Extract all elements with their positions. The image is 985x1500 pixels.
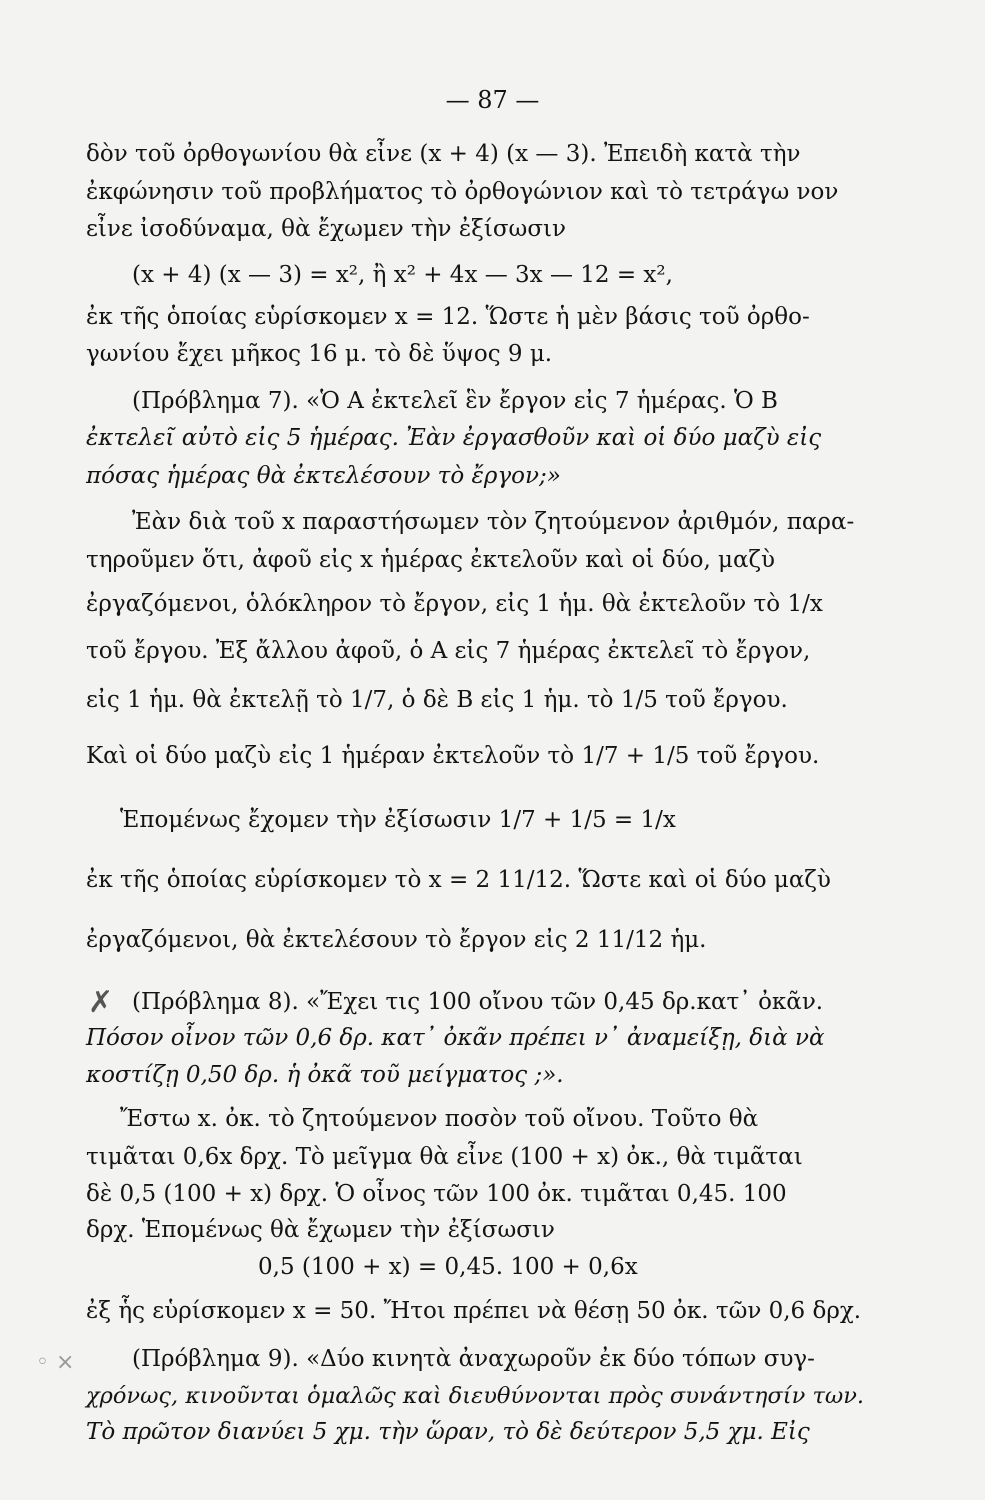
problem-statement: χρόνως, κινοῦνται ὁμαλῶς καὶ διευθύνονται πρὸς συνάντησίν των. <box>86 1383 865 1409</box>
text-line: Καὶ οἱ δύο μαζὺ εἰς 1 ἡμέραν ἐκτελοῦν τὸ 1/7 + 1/5 τοῦ ἔργου. <box>86 743 820 769</box>
problem-heading: (Πρόβλημα 7). «Ὁ Α ἐκτελεῖ ἓν ἔργον εἰς 7 ἡμέρας. Ὁ Β <box>132 388 778 414</box>
text-line: εἰς 1 ἡμ. θὰ ἐκτελῇ τὸ 1/7, ὁ δὲ Β εἰς 1 ἡμ. τὸ 1/5 τοῦ ἔργου. <box>86 687 788 713</box>
text-line: ἐξ ἧς εὑρίσκομεν x = 50. Ἤτοι πρέπει νὰ θέσῃ 50 ὀκ. τῶν 0,6 δρχ. <box>86 1298 862 1324</box>
text-line: ἐκ τῆς ὁποίας εὑρίσκομεν τὸ x = 2 11/12. Ὥστε καὶ οἱ δύο μαζὺ <box>86 867 831 893</box>
problem-statement: ἐκτελεῖ αὐτὸ εἰς 5 ἡμέρας. Ἐὰν ἐργασθοῦν καὶ οἱ δύο μαζὺ εἰς <box>86 425 822 451</box>
text-line: ἐκφώνησιν τοῦ προβλήματος τὸ ὀρθογώνιον καὶ τὸ τετράγω νον <box>86 179 839 205</box>
text-line: τιμᾶται 0,6x δρχ. Τὸ μεῖγμα θὰ εἶνε (100 + x) ὀκ., θὰ τιμᾶται <box>86 1144 803 1170</box>
problem-statement: κοστίζῃ 0,50 δρ. ἡ ὀκᾶ τοῦ μείγματος ;». <box>86 1062 564 1088</box>
pen-mark-icon: ◦ × <box>36 1350 75 1375</box>
problem-statement: Τὸ πρῶτον διανύει 5 χμ. τὴν ὥραν, τὸ δὲ δεύτερον 5,5 χμ. Εἰς <box>86 1419 810 1445</box>
equation-line: Ἑπομένως ἔχομεν τὴν ἐξίσωσιν 1/7 + 1/5 = 1/x <box>120 807 676 833</box>
problem-statement: πόσας ἡμέρας θὰ ἐκτελέσουν τὸ ἔργον;» <box>86 463 561 489</box>
text-line: ἐργαζόμενοι, θὰ ἐκτελέσουν τὸ ἔργον εἰς 2 11/12 ἡμ. <box>86 927 707 953</box>
problem-heading: (Πρόβλημα 8). «Ἔχει τις 100 οἴνου τῶν 0,45 δρ.κατ᾽ ὀκᾶν. <box>132 989 824 1015</box>
text-line: Ἐὰν διὰ τοῦ x παραστήσωμεν τὸν ζητούμενον ἀριθμόν, παρα- <box>132 509 855 535</box>
text-line: τοῦ ἔργου. Ἐξ ἄλλου ἀφοῦ, ὁ Α εἰς 7 ἡμέρας ἐκτελεῖ τὸ ἔργον, <box>86 638 811 664</box>
text-line: δὸν τοῦ ὀρθογωνίου θὰ εἶνε (x + 4) (x — 3). Ἐπειδὴ κατὰ τὴν <box>86 141 801 167</box>
page-number: — 87 — <box>445 86 540 114</box>
pen-mark-icon: ✗ <box>88 985 114 1020</box>
problem-heading: (Πρόβλημα 9). «Δύο κινητὰ ἀναχωροῦν ἐκ δύο τόπων συγ- <box>132 1346 815 1372</box>
text-line: Ἔστω x. ὀκ. τὸ ζητούμενον ποσὸν τοῦ οἴνου. Τοῦτο θὰ <box>120 1106 759 1132</box>
text-line: εἶνε ἰσοδύναμα, θὰ ἔχωμεν τὴν ἐξίσωσιν <box>86 216 567 242</box>
problem-statement: Πόσον οἶνον τῶν 0,6 δρ. κατ᾽ ὀκᾶν πρέπει ν᾽ ἀναμείξῃ, διὰ νὰ <box>86 1025 825 1051</box>
equation-line: 0,5 (100 + x) = 0,45. 100 + 0,6x <box>258 1254 638 1280</box>
text-line: γωνίου ἔχει μῆκος 16 μ. τὸ δὲ ὕψος 9 μ. <box>86 341 553 367</box>
text-line: δὲ 0,5 (100 + x) δρχ. Ὁ οἶνος τῶν 100 ὀκ. τιμᾶται 0,45. 100 <box>86 1181 787 1207</box>
text-line: ἐργαζόμενοι, ὁλόκληρον τὸ ἔργον, εἰς 1 ἡμ. θὰ ἐκτελοῦν τὸ 1/x <box>86 591 823 617</box>
text-line: τηροῦμεν ὅτι, ἀφοῦ εἰς x ἡμέρας ἐκτελοῦν καὶ οἱ δύο, μαζὺ <box>86 547 775 573</box>
equation-line: (x + 4) (x — 3) = x², ἢ x² + 4x — 3x — 12 = x², <box>132 262 673 288</box>
text-line: ἐκ τῆς ὁποίας εὑρίσκομεν x = 12. Ὥστε ἡ μὲν βάσις τοῦ ὀρθο- <box>86 304 810 330</box>
text-line: δρχ. Ἑπομένως θὰ ἔχωμεν τὴν ἐξίσωσιν <box>86 1217 555 1243</box>
